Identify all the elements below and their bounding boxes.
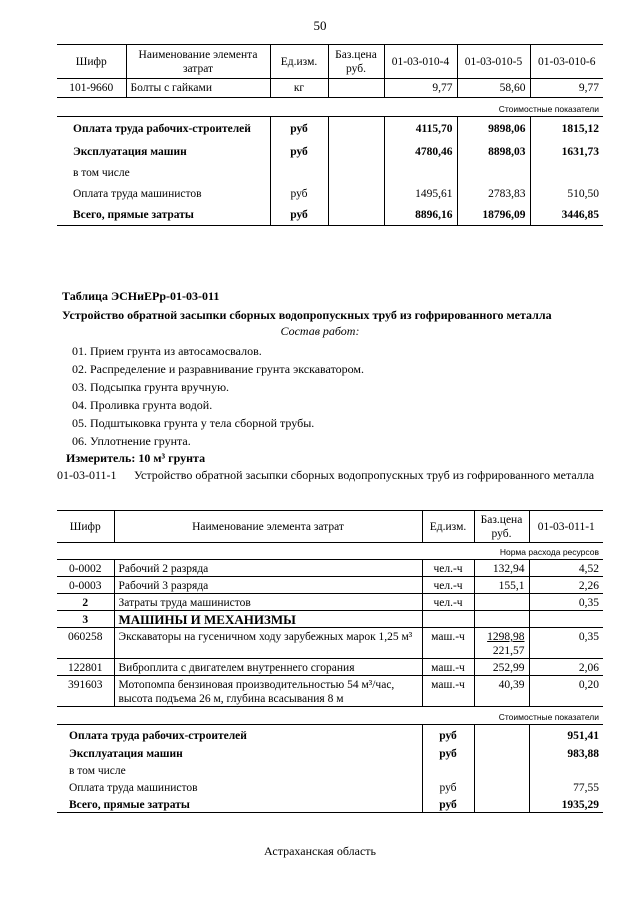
row-value-1: 9,77 [384, 79, 457, 98]
table-row [57, 594, 603, 611]
row-price: 132,94 [474, 560, 529, 577]
cost-row [57, 745, 603, 762]
table-row [57, 79, 603, 98]
cost-row-unit: руб [422, 796, 474, 813]
norm-label: Норма расхода ресурсов [57, 543, 603, 560]
cost-row-unit: руб [270, 142, 328, 163]
cost-table-011 [57, 510, 603, 813]
cost-row-name: Оплата труда рабочих-строителей [73, 123, 251, 135]
cost-row-value-3: 1631,73 [530, 142, 603, 163]
header-base-price: Баз.цена руб. [328, 45, 384, 79]
row-unit: чел.-ч [422, 594, 474, 611]
cost-row-name: Эксплуатация машин [69, 747, 183, 760]
row-name: МАШИНЫ И МЕХАНИЗМЫ [114, 611, 422, 628]
measure-label: Измеритель: [66, 451, 136, 465]
table-subtitle: Устройство обратной засыпки сборных водопропускных труб из гофрированного металла [62, 308, 552, 322]
measure [66, 451, 205, 466]
row-code: 122801 [57, 659, 114, 676]
row-code: 0-0003 [57, 577, 114, 594]
list-item: 06. Уплотнение грунта. [72, 434, 191, 448]
row-unit [422, 611, 474, 628]
cost-row [57, 117, 603, 142]
list-item: 01. Прием грунта из автосамосвалов. [72, 344, 262, 358]
row-price-primary: 1298,98 [487, 631, 525, 643]
cost-row-name: Оплата труда машинистов [73, 187, 202, 200]
row-unit: маш.-ч [422, 676, 474, 707]
cost-row-value-2 [457, 163, 530, 184]
row-name: Виброплита с двигателем внутреннего сгорания [114, 659, 422, 676]
row-name: Затраты труда машинистов [114, 594, 422, 611]
row-name: Мотопомпа бензиновая производительностью 54 м³/час, высота подъема 26 м, глубина всасывания 8 м [114, 676, 422, 707]
header-unit: Ед.изм. [270, 45, 328, 79]
cost-row-value-2: 8898,03 [457, 142, 530, 163]
cost-row-unit [422, 762, 474, 779]
row-unit: чел.-ч [422, 577, 474, 594]
row-code: 3 [57, 611, 114, 628]
cost-row-name: Всего, прямые затраты [57, 796, 422, 813]
list-item: 05. Подштыковка грунта у тела сборной трубы. [72, 416, 315, 430]
row-code: 060258 [57, 628, 114, 659]
cost-row-name: Всего, прямые затраты [57, 205, 270, 226]
list-item: 03. Подсыпка грунта вручную. [72, 380, 230, 394]
work-code: 01-03-011-1 [57, 468, 117, 482]
cost-row-unit: руб [270, 117, 328, 142]
cost-row [57, 796, 603, 813]
row-name: Рабочий 3 разряда [114, 577, 422, 594]
cost-row-value-3: 510,50 [530, 184, 603, 205]
header-code: Шифр [57, 511, 114, 543]
cost-row-name: в том числе [73, 166, 130, 179]
cost-row-price [328, 142, 384, 163]
cost-row-price [328, 184, 384, 205]
cost-row-name: Оплата труда машинистов [69, 781, 198, 794]
table-title: Таблица ЭСНиЕРр-01-03-011 [62, 289, 220, 303]
row-value [529, 611, 603, 628]
cost-row-value-3: 3446,85 [530, 205, 603, 226]
cost-row-value-1: 4115,70 [384, 117, 457, 142]
cost-row-price [328, 163, 384, 184]
cost-row-value-2: 2783,83 [457, 184, 530, 205]
header-col-1: 01-03-011-1 [529, 511, 603, 543]
cost-row [57, 184, 603, 205]
row-price [474, 611, 529, 628]
row-value: 2,06 [529, 659, 603, 676]
cost-row-name: Оплата труда рабочих-строителей [69, 730, 247, 742]
cost-indicators-label: Стоимостные показатели [57, 98, 603, 117]
header-name: Наименование элемента затрат [114, 511, 422, 543]
row-code: 0-0002 [57, 560, 114, 577]
row-price [474, 594, 529, 611]
row-unit: чел.-ч [422, 560, 474, 577]
row-unit: кг [270, 79, 328, 98]
work-code-description: Устройство обратной засыпки сборных водопропускных труб из гофрированного металла [134, 468, 595, 482]
cost-row-value: 951,41 [529, 725, 603, 745]
cost-row [57, 205, 603, 226]
page-number: 50 [313, 18, 327, 33]
table-row [57, 611, 603, 628]
cost-row-value [529, 762, 603, 779]
cost-row [57, 142, 603, 163]
list-item: 02. Распределение и разравнивание грунта экскаватором. [72, 362, 365, 376]
cost-row-value-3 [530, 163, 603, 184]
header-base-price: Баз.цена руб. [474, 511, 529, 543]
header-code: Шифр [57, 45, 126, 79]
row-price [474, 628, 529, 659]
composition-label: Состав работ: [280, 324, 360, 338]
cost-row-value-1: 4780,46 [384, 142, 457, 163]
row-name: Болты с гайками [126, 79, 270, 98]
cost-row-price [474, 725, 529, 745]
work-list [72, 342, 364, 450]
row-price: 155,1 [474, 577, 529, 594]
header-col-3: 01-03-010-6 [530, 45, 603, 79]
cost-row-unit [270, 163, 328, 184]
cost-row-unit: руб [422, 779, 474, 796]
header-unit: Ед.изм. [422, 511, 474, 543]
row-name: Экскаваторы на гусеничном ходу зарубежных марок 1,25 м³ [114, 628, 422, 659]
table-row [57, 628, 603, 659]
cost-row-value-1 [384, 163, 457, 184]
measure-value: 10 м³ грунта [138, 451, 206, 465]
row-value-3: 9,77 [530, 79, 603, 98]
row-value: 4,52 [529, 560, 603, 577]
cost-row-unit: руб [270, 184, 328, 205]
cost-row-value: 983,88 [529, 745, 603, 762]
cost-row-value-1: 8896,16 [384, 205, 457, 226]
cost-row-value: 1935,29 [529, 796, 603, 813]
header-col-2: 01-03-010-5 [457, 45, 530, 79]
row-value: 0,35 [529, 594, 603, 611]
row-unit: маш.-ч [422, 628, 474, 659]
cost-row [57, 163, 603, 184]
cost-row-value-2: 18796,09 [457, 205, 530, 226]
cost-row-name: Эксплуатация машин [73, 145, 187, 158]
cost-indicators-label: Стоимостные показатели [57, 707, 603, 725]
row-price: 40,39 [474, 676, 529, 707]
row-value-2: 58,60 [457, 79, 530, 98]
cost-row-price [474, 796, 529, 813]
table-row [57, 560, 603, 577]
row-price: 252,99 [474, 659, 529, 676]
cost-row-value-3: 1815,12 [530, 117, 603, 142]
row-price-secondary: 221,57 [492, 645, 525, 657]
header-col-1: 01-03-010-4 [384, 45, 457, 79]
cost-row [57, 779, 603, 796]
row-code: 101-9660 [57, 79, 126, 98]
table-row [57, 659, 603, 676]
row-code: 2 [57, 594, 114, 611]
header-name: Наименование элемента затрат [126, 45, 270, 79]
cost-row-unit: руб [270, 205, 328, 226]
cost-row-price [328, 205, 384, 226]
cost-table-010 [57, 44, 603, 226]
cost-row-unit: руб [422, 745, 474, 762]
row-value: 0,20 [529, 676, 603, 707]
cost-row-unit: руб [422, 725, 474, 745]
row-value: 2,26 [529, 577, 603, 594]
row-value: 0,35 [529, 628, 603, 659]
cost-row [57, 762, 603, 779]
table-row [57, 676, 603, 707]
cost-row-value-1: 1495,61 [384, 184, 457, 205]
cost-row-price [328, 117, 384, 142]
cost-row-name: в том числе [69, 764, 126, 777]
cost-row-price [474, 779, 529, 796]
list-item: 04. Проливка грунта водой. [72, 398, 213, 412]
row-name: Рабочий 2 разряда [114, 560, 422, 577]
cost-row-price [474, 745, 529, 762]
row-price [328, 79, 384, 98]
table-row [57, 577, 603, 594]
cost-row-value-2: 9898,06 [457, 117, 530, 142]
cost-row-price [474, 762, 529, 779]
footer-region: Астраханская область [264, 844, 376, 858]
row-unit: маш.-ч [422, 659, 474, 676]
cost-row [57, 725, 603, 745]
row-code: 391603 [57, 676, 114, 707]
cost-row-value: 77,55 [529, 779, 603, 796]
